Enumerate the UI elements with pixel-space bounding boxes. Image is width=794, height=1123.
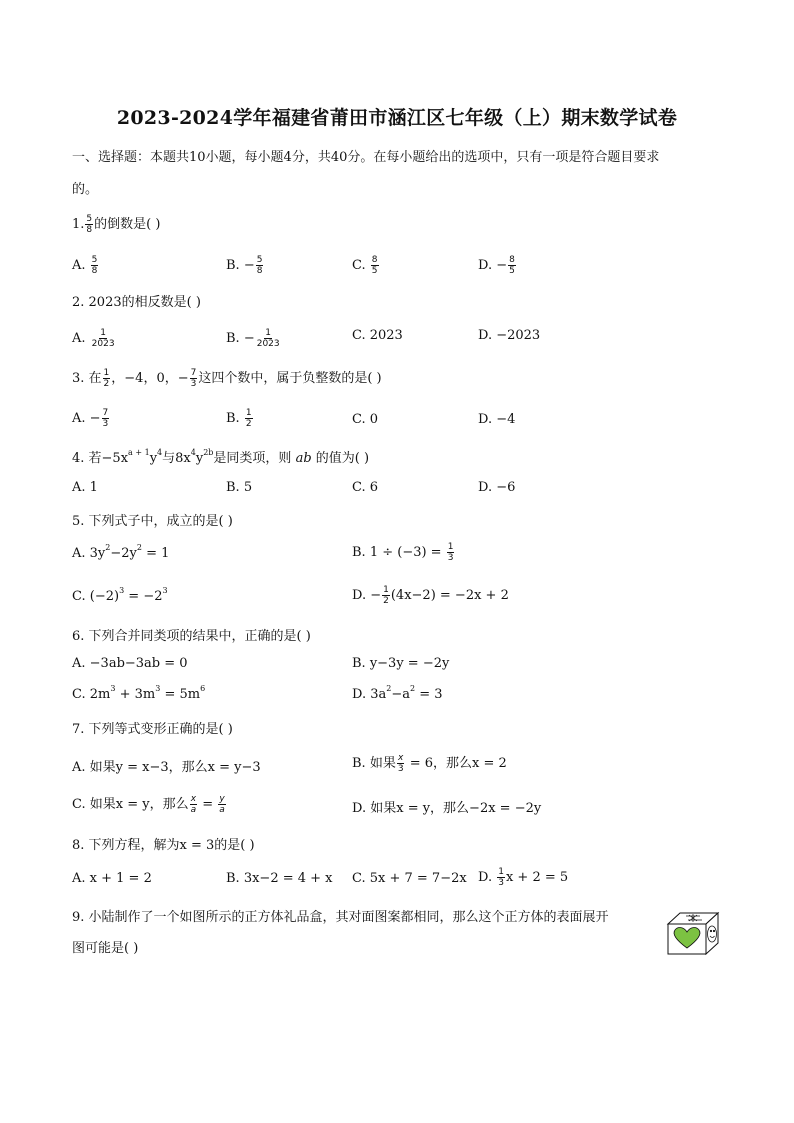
question-6: 6. 下列合并同类项的结果中，正确的是( ) bbox=[72, 629, 311, 644]
q4-option-c[interactable]: C. 6 bbox=[352, 480, 379, 495]
q1-option-c[interactable]: C. $\frac{8}{5}$ bbox=[352, 255, 378, 276]
q1-option-a[interactable]: A. $\frac{5}{8}$ bbox=[72, 255, 98, 276]
q4-option-b[interactable]: B. 5 bbox=[226, 480, 253, 495]
fraction: $\frac{5}{8}$ bbox=[86, 214, 93, 235]
q2-option-d[interactable]: D. −2023 bbox=[478, 328, 541, 343]
q7-option-b[interactable]: B. 如果 $\frac{x}{3}$ = 6，那么x = 2 bbox=[352, 753, 507, 774]
page-title: 2023-2024学年福建省莆田市涵江区七年级（上）期末数学试卷 bbox=[116, 107, 678, 129]
q3-option-d[interactable]: D. −4 bbox=[478, 412, 516, 427]
section-line-2: 的。 bbox=[72, 182, 99, 197]
question-2: 2. 2023的相反数是( ) bbox=[72, 295, 201, 310]
q3-option-b[interactable]: B. $\frac{1}{2}$ bbox=[226, 408, 252, 429]
question-7: 7. 下列等式变形正确的是( ) bbox=[72, 722, 233, 737]
cube-heart-smiley-figure bbox=[666, 910, 722, 956]
q8-option-a[interactable]: A. x + 1 = 2 bbox=[72, 871, 152, 886]
section-heading bbox=[72, 146, 732, 165]
q6-option-b[interactable]: B. y−3y = −2y bbox=[352, 656, 450, 671]
q5-option-b[interactable]: B. 1 ÷ (−3) = $\frac{1}{3}$ bbox=[352, 542, 454, 563]
question-4: 4. 若$-5x^{a + 1}y^4$与$8x^4y^{2b}$是同类项，则 ab 的值为( ) bbox=[72, 448, 370, 466]
q7-option-a[interactable]: A. 如果y = x−3，那么x = y−3 bbox=[72, 760, 261, 775]
q5-option-d[interactable]: D. − $\frac{1}{2}$ (4x−2) = −2x + 2 bbox=[352, 585, 509, 606]
q6-option-d[interactable]: D. $3a^2-a^2 = 3$ bbox=[352, 684, 443, 702]
q1-option-b[interactable]: B. − $\frac{5}{8}$ bbox=[226, 255, 263, 276]
question-3: 3. 在 $\frac{1}{2}$ ，−4，0，− $\frac{7}{3}$ 这四个数中，属于负整数的是( ) bbox=[72, 368, 382, 389]
q6-option-a[interactable]: A. −3ab−3ab = 0 bbox=[72, 656, 188, 671]
question-9-line-2: 图可能是( ) bbox=[72, 941, 139, 956]
q2-option-c[interactable]: C. 2023 bbox=[352, 328, 403, 343]
section-line-1: 一、选择题：本题共10小题，每小题4分，共40分。在每小题给出的选项中，只有一项是符合题目要求 bbox=[72, 150, 660, 165]
question-9-line-1: 9. 小陆制作了一个如图所示的正方体礼品盒，其对面图案都相同，那么这个正方体的表面展开 bbox=[72, 910, 609, 925]
q6-option-c[interactable]: C. $2m^3 + 3m^3 = 5m^6$ bbox=[72, 684, 206, 702]
q5-option-a[interactable]: A. $3y^2-2y^2 = 1$ bbox=[72, 543, 170, 561]
q7-option-d[interactable]: D. 如果x = y，那么−2x = −2y bbox=[352, 801, 542, 816]
question-5: 5. 下列式子中，成立的是( ) bbox=[72, 514, 233, 529]
q2-option-a[interactable]: A. $\frac{1}{2023}$ bbox=[72, 328, 115, 349]
q1-option-d[interactable]: D. − $\frac{8}{5}$ bbox=[478, 255, 515, 276]
q5-option-c[interactable]: C. $(-2)^3 = -2^3$ bbox=[72, 586, 168, 604]
question-1: 1. $\frac{5}{8}$ 的倒数是( ) bbox=[72, 214, 161, 235]
question-8: 8. 下列方程，解为x = 3的是( ) bbox=[72, 838, 255, 853]
q3-option-c[interactable]: C. 0 bbox=[352, 412, 379, 427]
q8-option-d[interactable]: D. $\frac{1}{3}$ x + 2 = 5 bbox=[478, 867, 569, 888]
q3-option-a[interactable]: A. − $\frac{7}{3}$ bbox=[72, 408, 109, 429]
q4-option-a[interactable]: A. 1 bbox=[72, 480, 98, 495]
q4-option-d[interactable]: D. −6 bbox=[478, 480, 516, 495]
q2-option-b[interactable]: B. − $\frac{1}{2023}$ bbox=[226, 328, 280, 349]
q8-option-b[interactable]: B. 3x−2 = 4 + x bbox=[226, 871, 333, 886]
q8-option-c[interactable]: C. 5x + 7 = 7−2x bbox=[352, 871, 467, 886]
q7-option-c[interactable]: C. 如果x = y，那么 $\frac{x}{a}$ = $\frac{y}{a}$ bbox=[72, 794, 225, 815]
